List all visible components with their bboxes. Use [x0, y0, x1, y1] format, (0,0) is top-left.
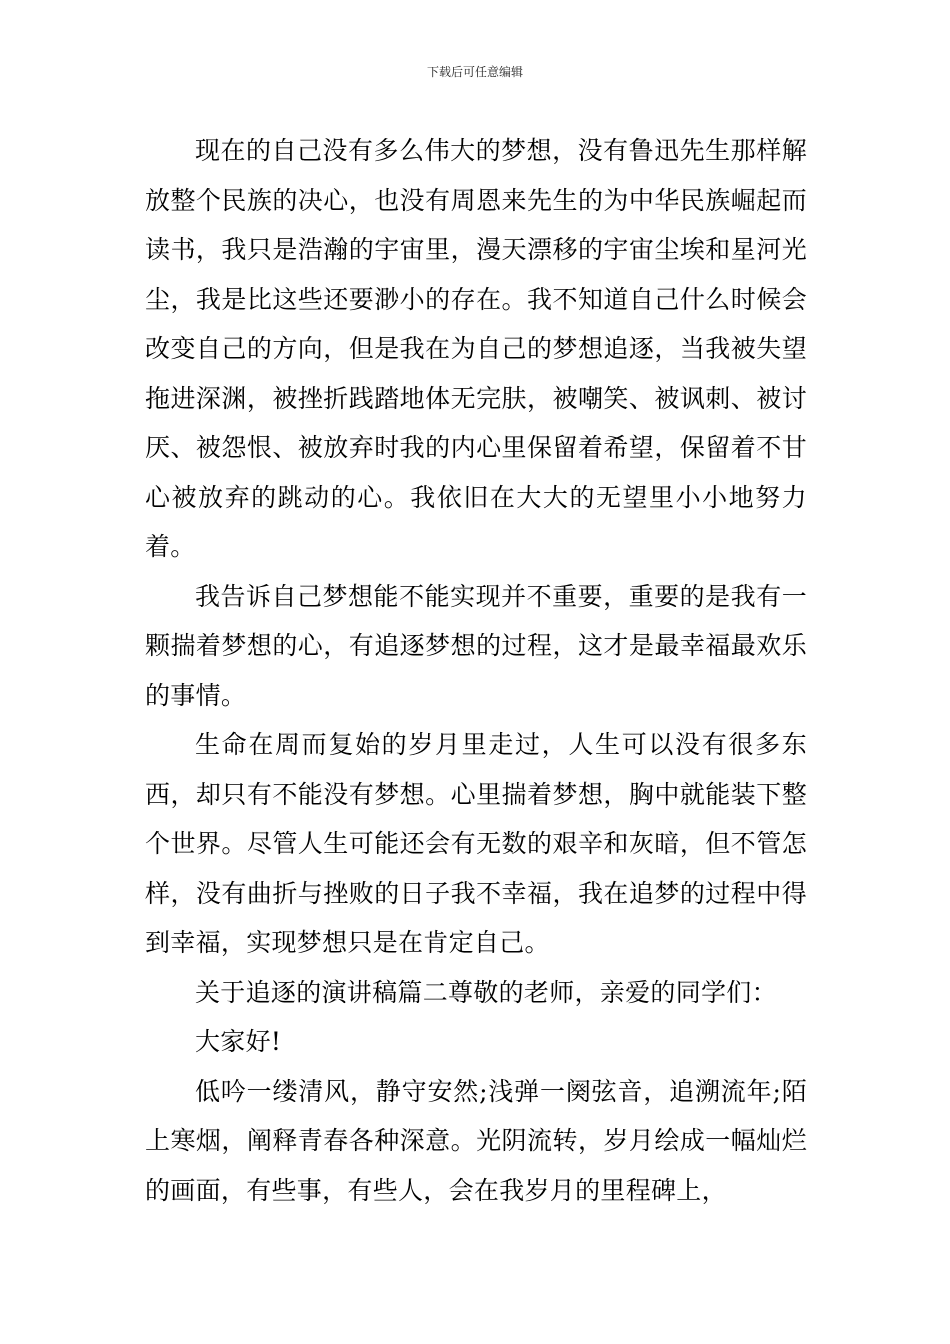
paragraph-6: 低吟一缕清风，静守安然;浅弹一阕弦音，追溯流年;陌上寒烟，阐释青春各种深意。光阴流转，岁月绘成一幅灿烂的画面，有些事，有些人，会在我岁月的里程碑上，: [145, 1076, 807, 1205]
paragraph-3: 生命在周而复始的岁月里走过，人生可以没有很多东西，却只有不能没有梦想。心里揣着梦想，胸中就能装下整个世界。尽管人生可能还会有无数的艰辛和灰暗，但不管怎样，没有曲折与挫败的日子我不幸福，我在追梦的过程中得到幸福，实现梦想只是在肯定自己。: [145, 730, 807, 957]
document-body: [145, 126, 807, 1215]
paragraph-4-speech-title: 关于追逐的演讲稿篇二尊敬的老师，亲爱的同学们：: [195, 977, 777, 1007]
paragraph-5-greeting: 大家好!: [195, 1027, 282, 1056]
paragraph-2: 我告诉自己梦想能不能实现并不重要，重要的是我有一颗揣着梦想的心，有追逐梦想的过程，这才是最幸福最欢乐的事情。: [145, 581, 807, 710]
page-header: 下载后可任意编辑: [426, 65, 523, 79]
paragraph-1: 现在的自己没有多么伟大的梦想，没有鲁迅先生那样解放整个民族的决心，也没有周恩来先生的为中华民族崛起而读书，我只是浩瀚的宇宙里，漫天漂移的宇宙尘埃和星河光尘，我是比这些还要渺小的存在。我不知道自己什么时候会改变自己的方向，但是我在为自己的梦想追逐，当我被失望拖进深渊，被挫折践踏地体无完肤，被嘲笑、被讽刺、被讨厌、被怨恨、被放弃时我的内心里保留着希望，保留着不甘心被放弃的跳动的心。我依旧在大大的无望里小小地努力着。: [145, 136, 807, 561]
